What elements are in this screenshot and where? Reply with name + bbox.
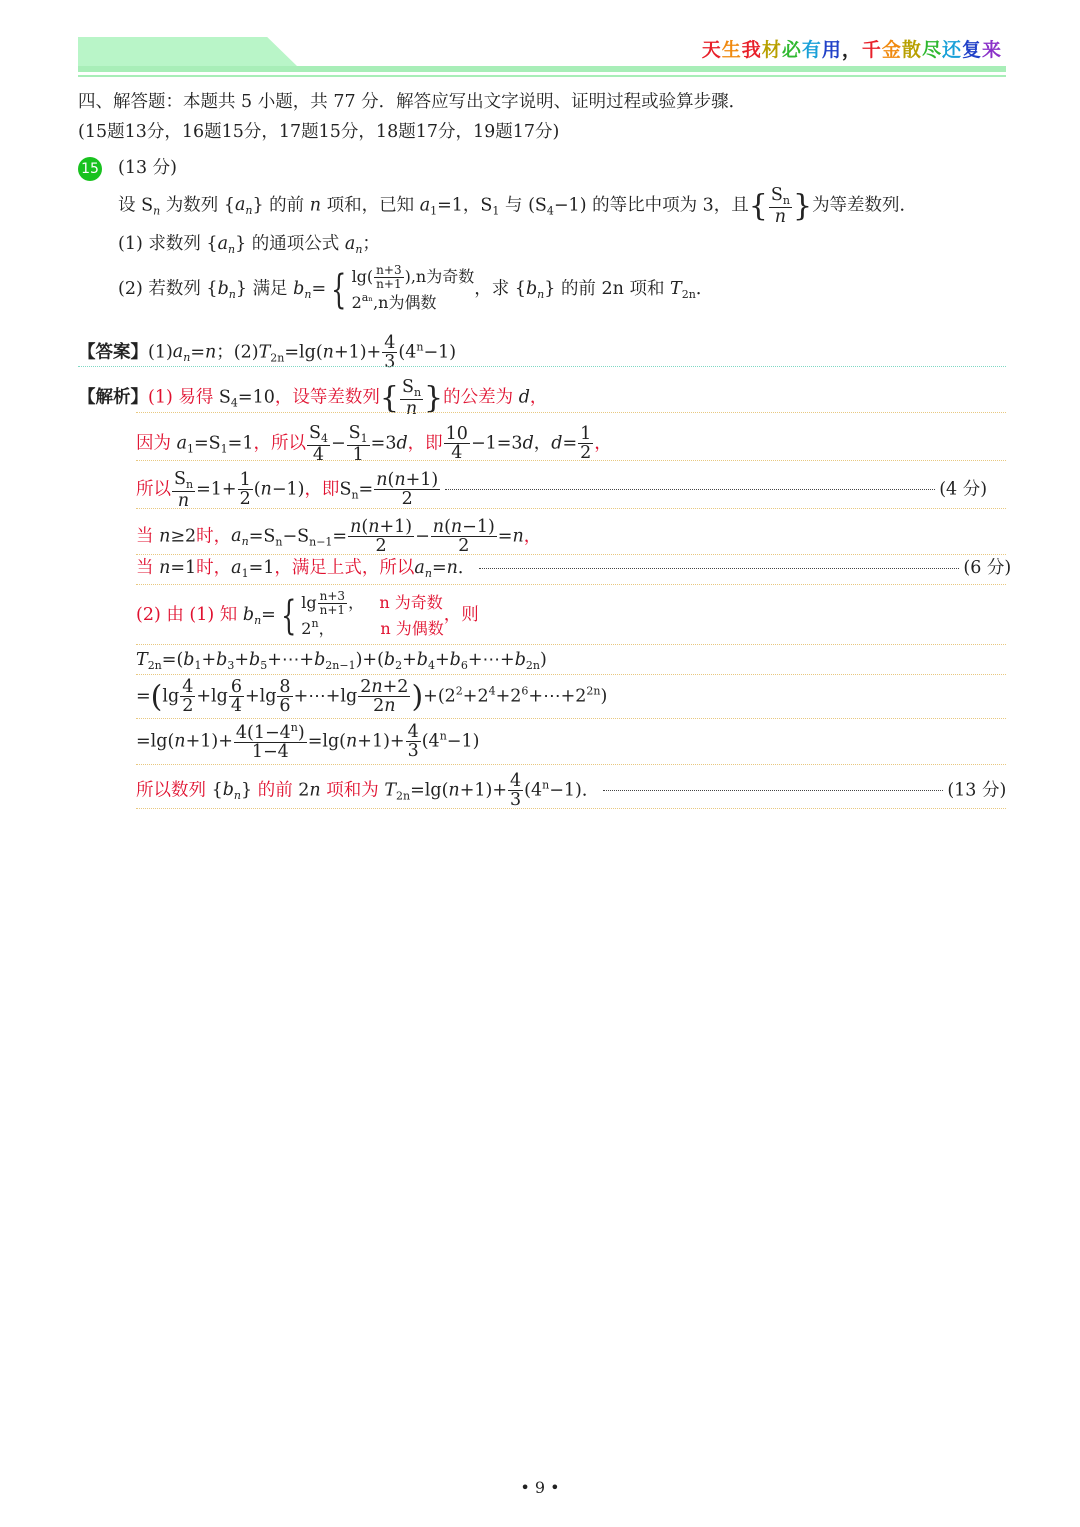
question-number-badge: 15	[78, 157, 102, 181]
header-rule-thin	[78, 75, 1006, 77]
section-title: 四、解答题：本题共 5 小题，共 77 分．解答应写出文字说明、证明过程或验算步骤．	[78, 92, 747, 112]
separator	[136, 412, 1006, 413]
question-part-2: (2) 若数列 $\{b_n\}$ 满足 $b_n=$ { lg( $\frac{n+3}{n+1}$ ),n为奇数 $2^{a_n},n$为偶数，求 $\{b_n\}$ 的前 2n 项和 $T_{2n}$．	[118, 263, 714, 313]
header-tab-shape	[78, 37, 298, 67]
separator	[136, 460, 1006, 461]
motto-char: 来	[981, 39, 1002, 61]
motto-char: 材	[761, 39, 782, 61]
motto-char: 散	[901, 39, 922, 61]
motto-char: 用	[821, 39, 842, 61]
motto-char: 有	[801, 39, 822, 61]
motto-char: 必	[781, 39, 802, 61]
separator	[136, 718, 1006, 719]
solution-line-4: 当 n≥2时，$a_n=S_n-S_{n-1}=$ $\frac{n(n+1)}{2}$ − $\frac{n(n-1)}{2}$ =n，	[136, 517, 542, 557]
solution-line-8: =(lg $\frac{4}{2}$ +lg $\frac{6}{4}$ +lg $\frac{8}{6}$ +⋯+lg $\frac{2n+2}{2n}$ )$+(2^2+2^4+2^6+\cdots+2^{2n})$	[136, 677, 608, 717]
answer-line: 【答案】$(1)a_n=n$；$(2)T_{2n}=\lg(n+1)+$ $\frac{4}{3}$ $(4^n-1)$	[78, 333, 457, 373]
header-rule	[78, 66, 1006, 72]
motto-char: 金	[881, 39, 902, 61]
solution-line-10: 所以数列 $\{b_n\}$ 的前 2n 项和为 $T_{2n}=\lg(n+1)+$ $\frac{4}{3}$ $(4^n-1)$． (13 分)	[136, 771, 1007, 811]
solution-line-7: $T_{2n}=(b_1+b_3+b_5+\cdots+b_{2n-1})+(b_2+b_4+b_6+\cdots+b_{2n})$	[136, 650, 547, 672]
solution-line-3: 所以 $\frac{S_n}{n}$ =1+ $\frac{1}{2}$ (n−1)，即$S_n=$ $\frac{n(n+1)}{2}$ (4 分)	[136, 469, 988, 511]
section-points: (15题13分，16题15分，17题15分，18题17分，19题17分)	[78, 122, 560, 142]
motto-char: 复	[961, 39, 982, 61]
page-number: • 9 •	[520, 1478, 560, 1497]
separator	[136, 644, 1006, 645]
motto-char: ，	[841, 39, 862, 61]
motto-char: 还	[941, 39, 962, 61]
solution-line-1: 【解析】(1) 易得 $S_4=10$，设等差数列{ $\frac{S_n}{n}$ }的公差为 d，	[78, 377, 548, 419]
header-motto	[702, 35, 1002, 62]
separator	[136, 508, 1006, 509]
solution-line-6: (2) 由 (1) 知 $b_n=$ { lg $\frac{n+3}{n+1}$ ， n 为奇数 2$^n$， n 为偶数，则	[136, 589, 479, 639]
motto-char: 天	[701, 39, 722, 61]
separator	[136, 764, 1006, 765]
solution-line-5: 当 n=1时，$a_1=1$，满足上式，所以$a_n=n$． (6 分)	[136, 558, 1012, 580]
separator	[136, 584, 1006, 585]
question-stem: 设 $S_n$ 为数列 $\{a_n\}$ 的前 n 项和，已知 $a_1=1$，$S_1$ 与 $(S_4-1)$ 的等比中项为 3，且{ $\frac{S_n}{n}$ }为等差数列．	[118, 185, 918, 227]
question-score: (13 分)	[118, 158, 177, 178]
solution-line-9: =lg(n+1)+ $\frac{4(1-4^n)}{1-4}$ =lg(n+1)+ $\frac{4}{3}$ $(4^n-1)$	[136, 721, 480, 763]
separator	[136, 554, 1006, 555]
answer-separator	[78, 366, 1006, 367]
question-part-1: (1) 求数列 $\{a_n\}$ 的通项公式 $a_n$；	[118, 234, 380, 256]
motto-char: 生	[721, 39, 742, 61]
separator	[136, 808, 1006, 809]
separator	[136, 674, 1006, 675]
motto-char: 我	[741, 39, 762, 61]
motto-char: 尽	[921, 39, 942, 61]
motto-char: 千	[861, 39, 882, 61]
solution-line-2: 因为 $a_1=S_1=1$，所以 $\frac{S_4}{4}$ − $\frac{S_1}{1}$ =3d，即 $\frac{10}{4}$ −1=3d，d= $\frac{1}{2}$ ，	[136, 423, 612, 465]
